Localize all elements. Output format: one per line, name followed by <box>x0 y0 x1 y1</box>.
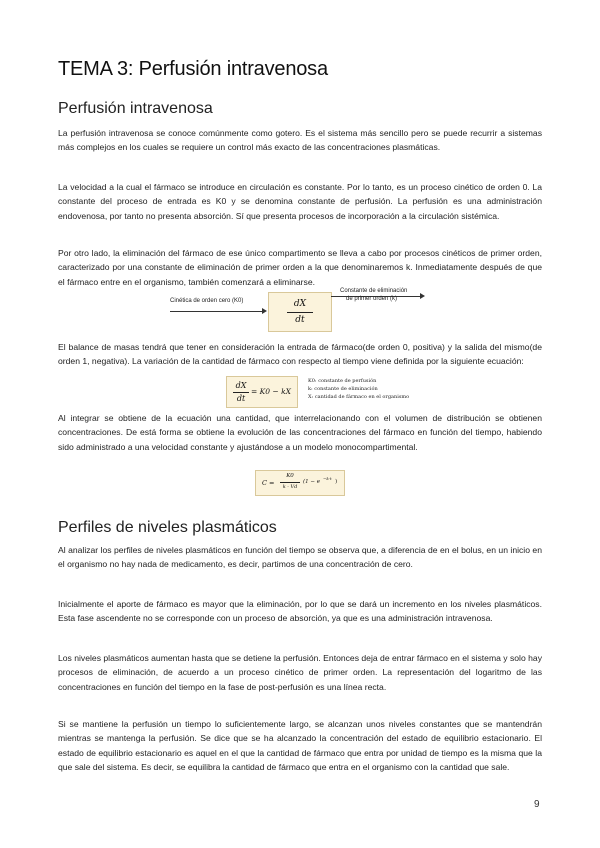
paragraph: Por otro lado, la eliminación del fármaco de ese único compartimento se lleva a cabo por procesos cinéticos de primer orden, caracterizado por una constante de eliminación de primer orden a la que denominaremos k. Inmediatamente después de que el fármaco entre en el organismo, también comenzará a eliminarse. <box>58 248 542 287</box>
eq2-exponent: −k·t <box>323 476 332 481</box>
legend-line: X: cantidad de fármaco en el organismo <box>308 394 410 400</box>
paragraph: El balance de masas tendrá que tener en consideración la entrada de fármaco(de orden 0, positiva) y la salida del mismo(de orden 1, negativa). La variación de la cantidad de fármaco con respecto al tiempo viene definida por la siguiente ecuación: <box>58 342 542 367</box>
eq2-numerator: K0 <box>286 473 294 479</box>
page-title: TEMA 3: Perfusión intravenosa <box>58 58 328 80</box>
eq-rhs: = K0 − kX <box>251 387 291 396</box>
diagram-input-label: Cinética de orden cero (K0) <box>170 298 244 304</box>
eq2-fraction-line <box>280 482 300 483</box>
page-number: 9 <box>534 799 540 810</box>
input-arrow <box>170 311 264 312</box>
output-arrowhead <box>420 293 425 299</box>
eq-lhs-numerator: dX <box>235 381 247 390</box>
paragraph: Al analizar los perfiles de niveles plasmáticos en función del tiempo se observa que, a diferencia de en el bolus, en un inicio en el organismo no hay nada de medicamento, es decir, partimos de una concentración de cero. <box>58 545 542 570</box>
legend-line: K0: constante de perfusión <box>308 378 377 384</box>
compartment-diagram <box>168 290 432 336</box>
box-numerator: dX <box>293 299 307 309</box>
diagram-output-label-2: de primer orden (k) <box>346 296 398 302</box>
eq2-rhs: (1 − e <box>303 479 321 485</box>
paragraph: La perfusión intravenosa se conoce comúnmente como gotero. Es el sistema más sencillo pero se puede recurrir a sistemas más complejos en los cuales se requiere un control más exacto de las concentraciones plasmáticas. <box>58 128 542 153</box>
section-heading-perfusion: Perfusión intravenosa <box>58 100 213 117</box>
paragraph: La velocidad a la cual el fármaco se introduce en circulación es constante. Por lo tanto, es un proceso cinético de orden 0. La constante del proceso de entrada es K0 y se denomina constante de perfusión. La perfusión es una administración endovenosa, por tanto no presenta absorción. Sí que presenta procesos de incorporación a la circulación sistémica. <box>58 182 542 221</box>
eq2-lhs: C = <box>262 479 275 487</box>
eq2-denominator: k · Vd <box>282 484 298 490</box>
paragraph: Si se mantiene la perfusión un tiempo lo suficientemente largo, se alcanzan unos niveles constantes que se mantendrán mientras se mantenga la perfusión. Se dice que se ha alcanzado la concentración del estado de equilibrio estacionario. El estado de equilibrio estacionario es aquel en el que la cantidad de fármaco que entra por unidad de tiempo es la misma que la que sale del sistema. Es decir, se equilibra la cantidad de fármaco que entra en el organismo con la cantidad que sale. <box>58 719 542 773</box>
paragraph: Inicialmente el aporte de fármaco es mayor que la eliminación, por lo que se dará un incremento en los niveles plasmáticos. Esta fase ascendente no se corresponde con un proceso de absorción, ya que es una administración intravenosa. <box>58 599 542 624</box>
concentration-equation <box>255 470 345 496</box>
legend-line: k: constante de eliminación <box>308 386 378 392</box>
input-arrowhead <box>262 308 267 314</box>
eq-lhs-denominator: dt <box>236 394 246 403</box>
mass-balance-equation <box>226 376 436 408</box>
paragraph: Al integrar se obtiene de la ecuación una cantidad, que interrelacionando con el volumen de distribución se obtienen concentraciones. De está forma se obtiene la evolución de las concentraciones del fármaco en función del tiempo, habiendo sido administrado a una velocidad constante y ajustándose a un modelo monocompartimental. <box>58 413 542 452</box>
eq2-close: ) <box>335 479 338 485</box>
box-fraction-line <box>287 312 313 313</box>
box-denominator: dt <box>295 315 305 325</box>
compartment-box <box>268 292 332 332</box>
section-heading-plasma-levels: Perfiles de niveles plasmáticos <box>58 519 277 536</box>
diagram-output-label-1: Constante de eliminación <box>340 288 408 294</box>
eq-fraction-line <box>233 392 249 393</box>
paragraph: Los niveles plasmáticos aumentan hasta que se detiene la perfusión. Entonces deja de entrar fármaco en el sistema y solo hay procesos de eliminación, de acuerdo a un proceso cinético de primer orden. La representación del logaritmo de las concentraciones en función del tiempo en la fase de post-perfusión es una línea recta. <box>58 653 542 692</box>
equation-box <box>226 376 298 408</box>
